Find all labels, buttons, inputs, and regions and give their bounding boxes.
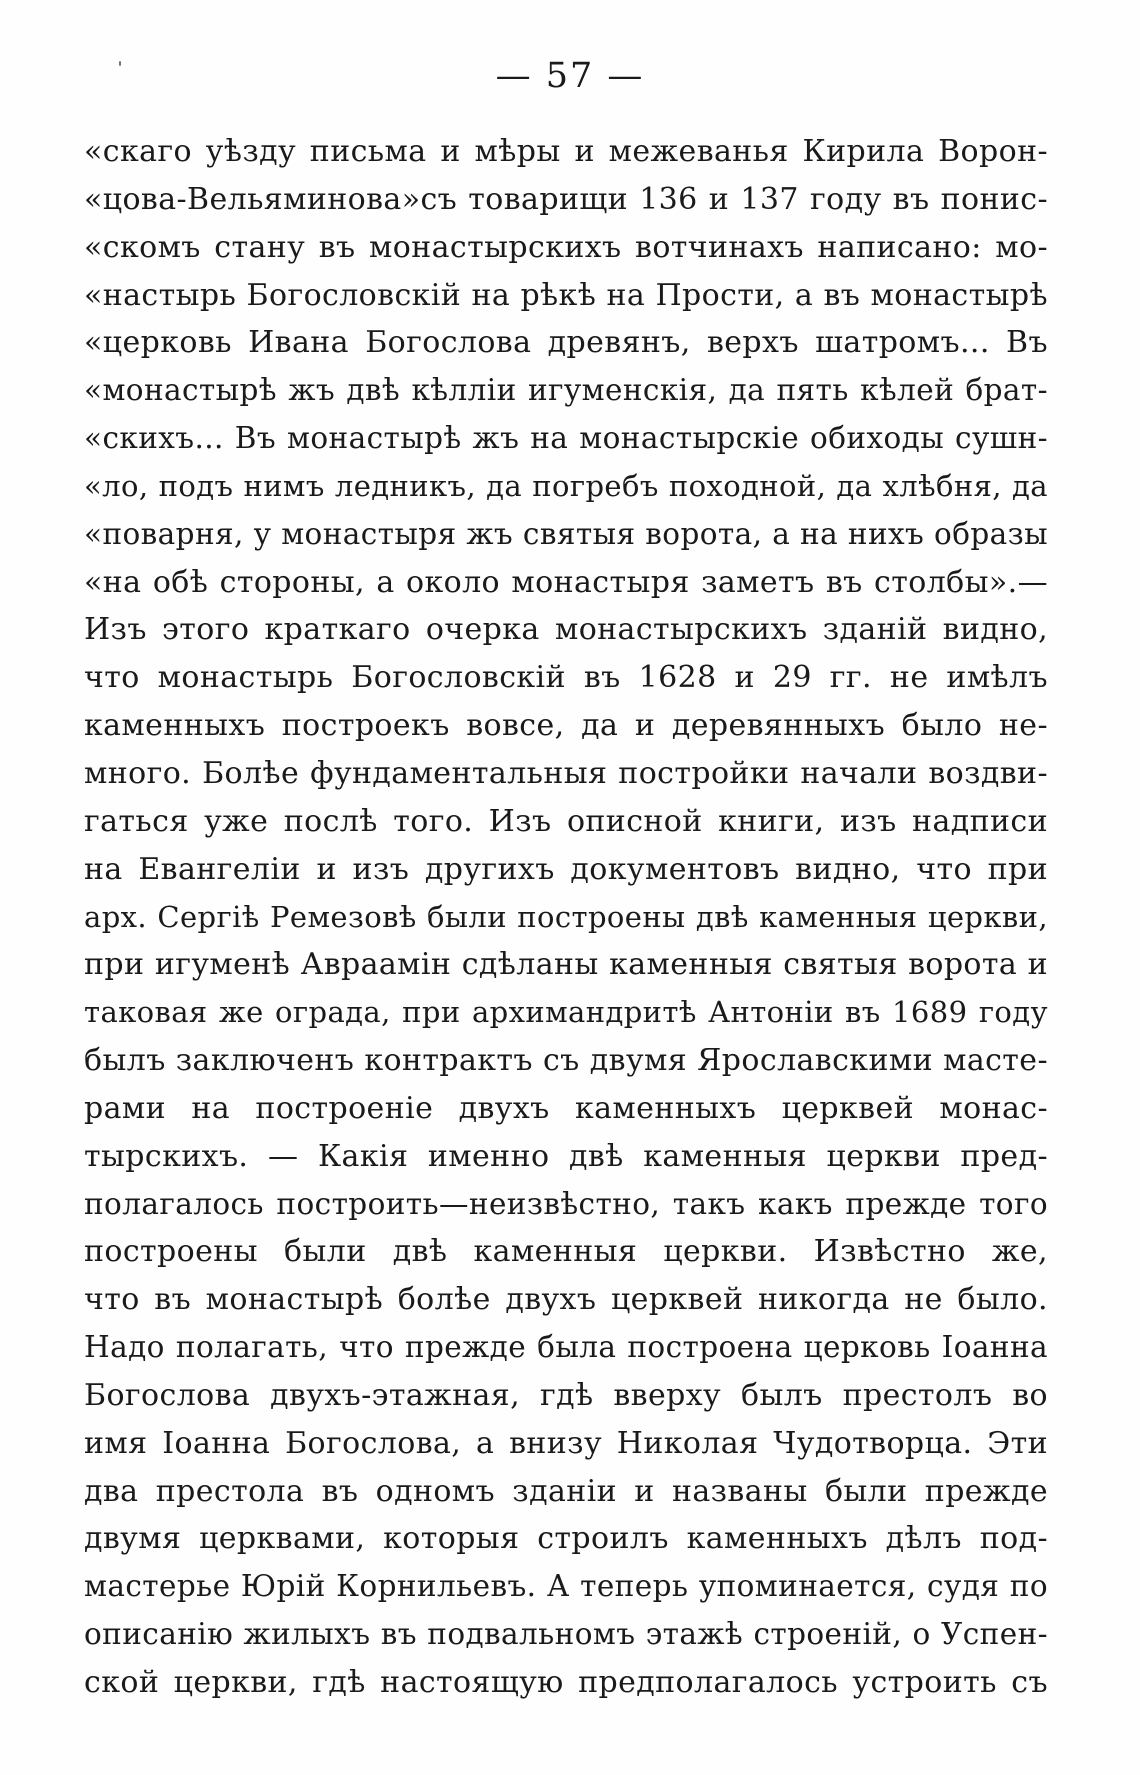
text-line: что въ монастырѣ болѣе двухъ церквей никогда не было. bbox=[84, 1282, 1048, 1318]
text-line: «на обѣ стороны, а около монастыря заметъ въ столбы».— bbox=[84, 564, 1048, 600]
text-line: Изъ этого краткаго очерка монастырскихъ зданій видно, bbox=[84, 612, 1048, 648]
text-line: Богослова двухъ-этажная, гдѣ вверху былъ престолъ во bbox=[84, 1377, 1048, 1413]
text-line: рами на построеніе двухъ каменныхъ церквей монас- bbox=[84, 1090, 1048, 1126]
text-line: «настырь Богословскій на рѣкѣ на Прости, а въ монастырѣ bbox=[84, 277, 1048, 313]
text-line: былъ заключенъ контрактъ съ двумя Ярославскими масте- bbox=[84, 1043, 1048, 1079]
text-line: «церковь Ивана Богослова древянъ, верхъ шатромъ... Въ bbox=[84, 325, 1048, 361]
text-line: на Евангеліи и изъ другихъ документовъ видно, что при bbox=[84, 851, 1048, 887]
text-line: двумя церквами, которыя строилъ каменныхъ дѣлъ под- bbox=[84, 1521, 1048, 1557]
text-line: при игуменѣ Авраамін сдѣланы каменныя святыя ворота и bbox=[84, 947, 1048, 983]
text-line: каменныхъ построекъ вовсе, да и деревянныхъ было не- bbox=[84, 708, 1048, 744]
text-line: что монастырь Богословскій въ 1628 и 29 гг. не имѣлъ bbox=[84, 660, 1048, 696]
text-line: «цова-Вельяминова»съ товарищи 136 и 137 году въ понис- bbox=[84, 181, 1048, 217]
text-line: гаться уже послѣ того. Изъ описной книги, изъ надписи bbox=[84, 803, 1048, 839]
text-line: Надо полагать, что прежде была построена церковь Іоанна bbox=[84, 1330, 1048, 1365]
text-line: таковая же ограда, при архимандритѣ Антоніи въ 1689 году bbox=[84, 995, 1048, 1030]
text-line: много. Болѣе фундаментальныя постройки начали воздви- bbox=[84, 755, 1048, 791]
text-line: арх. Сергіѣ Ремезовѣ были построены двѣ каменныя церкви, bbox=[84, 899, 1048, 934]
body-text bbox=[84, 128, 1048, 1707]
text-line: ской церкви, гдѣ настоящую предполагалось устроить съ bbox=[84, 1665, 1048, 1700]
text-line: построены были двѣ каменныя церкви. Извѣстно же, bbox=[84, 1234, 1048, 1270]
text-line: «скаго уѣзду письма и мѣры и межеванья Кирила Ворон- bbox=[84, 134, 1048, 169]
text-line: «поварня, у монастыря жъ святыя ворота, а на нихъ образы bbox=[84, 516, 1048, 551]
text-line: два престола въ одномъ зданіи и названы были прежде bbox=[84, 1473, 1048, 1509]
text-line: тырскихъ. — Какія именно двѣ каменныя церкви пред- bbox=[84, 1138, 1048, 1174]
text-line: «ло, подъ нимъ ледникъ, да погребъ походной, да хлѣбня, да bbox=[84, 468, 1048, 503]
text-line: мастерье Юрій Корнильевъ. А теперь упоминается, судя по bbox=[84, 1569, 1048, 1604]
text-line: «скихъ... Въ монастырѣ жъ на монастырскіе обиходы сушн- bbox=[84, 421, 1048, 456]
text-line: описанію жилыхъ въ подвальномъ этажѣ строеній, о Успен- bbox=[84, 1617, 1048, 1652]
text-line: имя Іоанна Богослова, а внизу Николая Чудотворца. Эти bbox=[84, 1425, 1048, 1461]
page-number: — 57 — bbox=[495, 56, 645, 96]
text-line: «скомъ стану въ монастырскихъ вотчинахъ написано: мо- bbox=[84, 229, 1048, 265]
text-line: «монастырѣ жъ двѣ кѣлліи игуменскія, да пять кѣлей брат- bbox=[84, 373, 1048, 408]
text-line: полагалось построить—неизвѣстно, такъ какъ прежде того bbox=[84, 1186, 1048, 1221]
